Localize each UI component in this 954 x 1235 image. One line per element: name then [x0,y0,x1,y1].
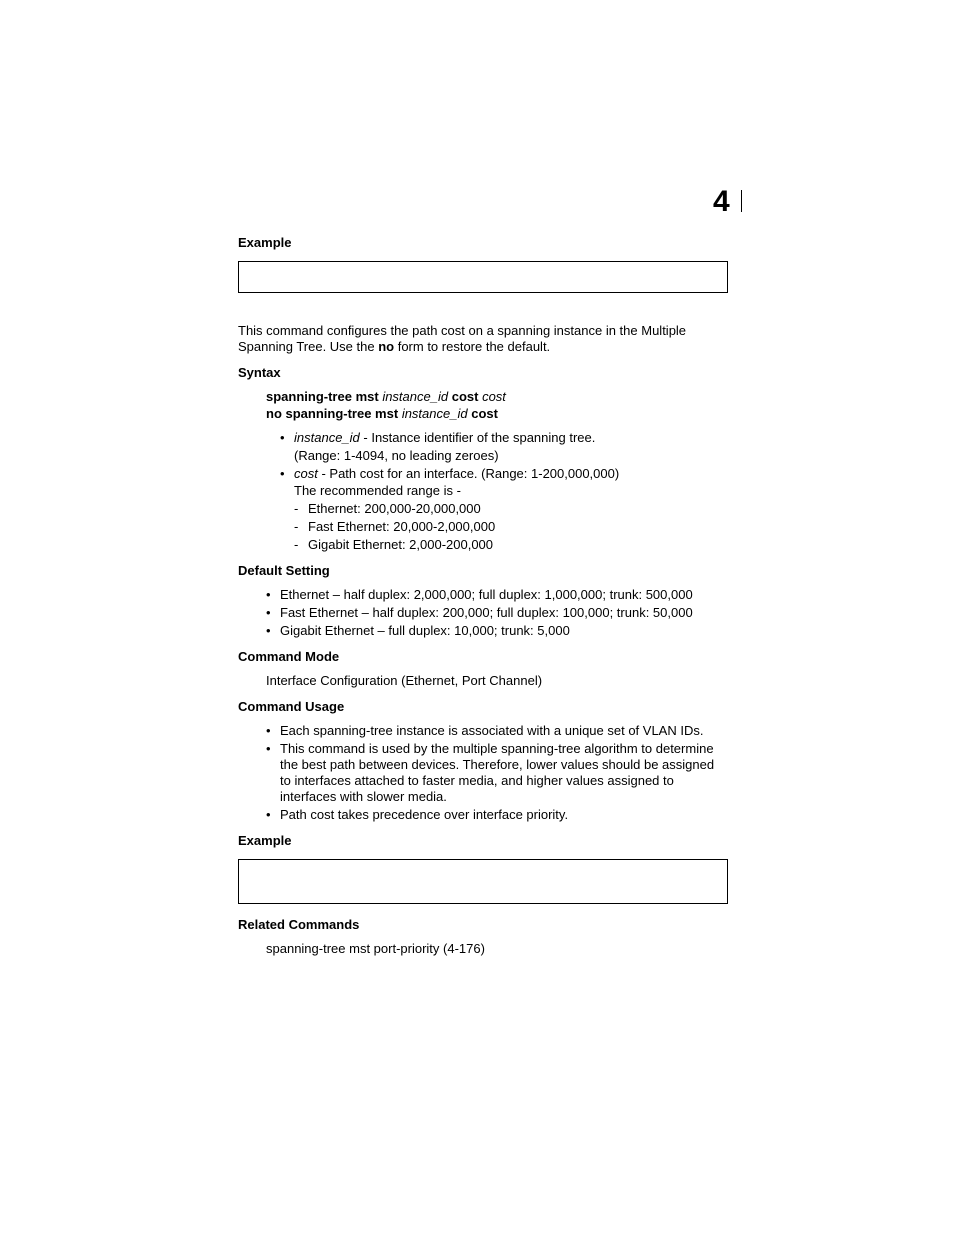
param-name: cost [294,466,318,481]
param-cost [294,466,619,482]
param-desc: - Instance identifier of the spanning tree. [359,430,596,445]
example-code-box-1 [238,261,728,293]
default-setting-heading: Default Setting [238,563,330,578]
intro-paragraph [238,323,718,355]
recommended-range-list [294,501,495,555]
example-heading-1: Example [238,235,292,250]
param-bullet-1: • [280,430,285,445]
param-bullet-2: • [280,466,285,481]
syntax-arg: instance_id [401,406,468,421]
param-instance-id-range: (Range: 1-4094, no leading zeroes) [294,448,499,463]
syntax-line-1 [266,389,506,405]
syntax-keyword: cost [451,389,479,404]
syntax-keyword: cost [471,406,498,421]
example-heading-2: Example [238,833,292,848]
related-commands-heading: Related Commands [238,917,360,932]
command-mode-text: Interface Configuration (Ethernet, Port Channel) [266,673,543,688]
list-item: • Gigabit Ethernet – full duplex: 10,000; trunk: 5,000 [266,623,736,639]
list-item: - Ethernet: 200,000-20,000,000 [294,501,495,517]
intro-no-keyword: no [378,339,395,354]
chapter-number: 4 [713,185,730,218]
syntax-cmd: spanning-tree mst [266,389,379,404]
list-item: • Path cost takes precedence over interface priority. [266,807,726,823]
related-command-link[interactable]: spanning-tree mst port-priority (4-176) [266,941,485,956]
param-instance-id [294,430,595,446]
list-item: - Fast Ethernet: 20,000-2,000,000 [294,519,495,535]
syntax-arg: instance_id [382,389,449,404]
syntax-arg: cost [482,389,506,404]
list-item: • This command is used by the multiple spanning-tree algorithm to determine the best path between devices. Therefore, lower values should be assigned to interfaces attached to faster media, and higher values assigned to interfaces with slower media. [266,741,726,805]
intro-text-2: form to restore the default. [394,339,551,354]
param-cost-recommended: The recommended range is - [294,483,461,498]
example-code-box-2 [238,859,728,904]
syntax-line-2 [266,406,498,422]
command-usage-heading: Command Usage [238,699,345,714]
list-item: - Gigabit Ethernet: 2,000-200,000 [294,537,495,553]
param-desc: - Path cost for an interface. (Range: 1-200,000,000) [317,466,620,481]
param-name: instance_id [294,430,360,445]
chapter-tab-rule [741,190,742,212]
list-item: • Fast Ethernet – half duplex: 200,000; full duplex: 100,000; trunk: 50,000 [266,605,736,621]
command-mode-heading: Command Mode [238,649,340,664]
list-item: • Each spanning-tree instance is associated with a unique set of VLAN IDs. [266,723,726,739]
syntax-heading: Syntax [238,365,281,380]
default-setting-list [266,587,736,641]
intro-text-1: This command configures the path cost on a spanning instance in the Multiple Spanning Tree. Use the [238,323,687,354]
command-usage-list [266,723,726,825]
syntax-cmd: no spanning-tree mst [266,406,399,421]
list-item: • Ethernet – half duplex: 2,000,000; full duplex: 1,000,000; trunk: 500,000 [266,587,736,603]
